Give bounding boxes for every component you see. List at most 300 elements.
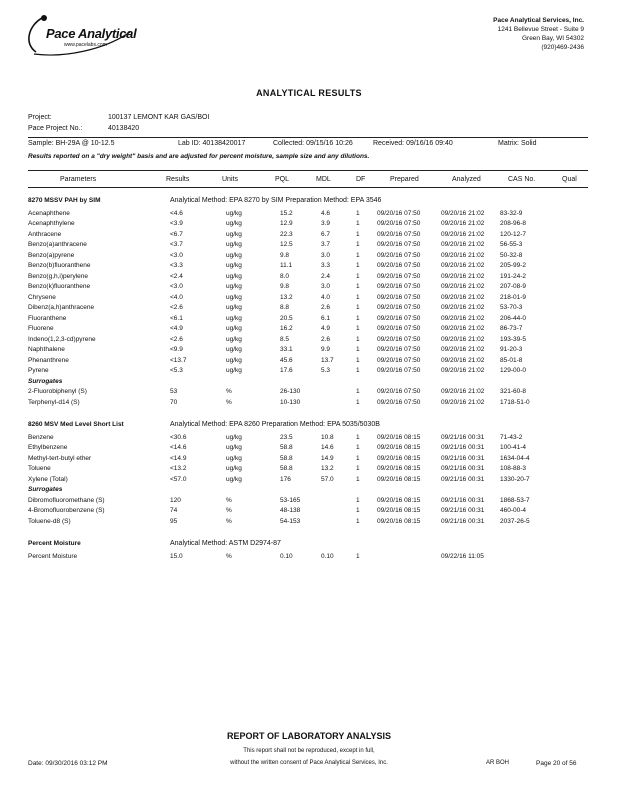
page-number: Page 20 of 56 (536, 760, 577, 767)
cell-pql: 12.5 (280, 241, 293, 248)
project-no-label: Pace Project No.: (28, 125, 83, 132)
cell-pql: 26-130 (280, 388, 301, 395)
cell-results: 74 (170, 507, 178, 514)
cell-units: ug/kg (226, 346, 242, 353)
cell-results: <4.9 (170, 325, 183, 332)
cell-df: 1 (356, 444, 360, 451)
cell-units: % (226, 388, 232, 395)
cell-pql: 10-130 (280, 398, 301, 406)
cell-mdl: 4.9 (321, 325, 331, 332)
cell-parameters: Acenaphthene (28, 209, 70, 217)
cell-results: <3.0 (170, 251, 183, 259)
cell-prepared: 09/20/16 07:50 (377, 325, 421, 332)
company-name: Pace Analytical Services, Inc. (493, 17, 584, 24)
cell-df: 1 (356, 367, 360, 374)
cell-mdl: 4.0 (321, 293, 331, 301)
table-row (0, 553, 618, 563)
cell-cas-no: 108-88-3 (500, 465, 527, 472)
cell-cas-no: 1718-51-0 (500, 398, 530, 406)
cell-pql: 22.3 (280, 230, 293, 238)
received-date: Received: 09/16/16 09:40 (373, 140, 453, 147)
cell-prepared: 09/20/16 08:15 (377, 475, 421, 483)
cell-df: 1 (356, 209, 360, 217)
cell-mdl: 4.6 (321, 209, 331, 217)
cell-cas-no: 205-99-2 (500, 262, 527, 269)
cell-units: ug/kg (226, 230, 242, 238)
cell-prepared: 09/20/16 07:50 (377, 335, 421, 343)
report-date: Date: 09/30/2016 03:12 PM (28, 760, 108, 767)
table-row (0, 283, 618, 293)
cell-results: <4.0 (170, 293, 183, 301)
cell-results: 53 (170, 388, 178, 395)
cell-pql: 17.6 (280, 367, 293, 374)
cell-analyzed: 09/20/16 21:02 (441, 388, 485, 395)
cell-df: 1 (356, 314, 360, 322)
cell-mdl: 2.6 (321, 304, 331, 311)
cell-pql: 15.2 (280, 209, 293, 217)
cell-analyzed: 09/21/16 00:31 (441, 433, 485, 441)
cell-pql: 176 (280, 475, 291, 483)
cell-mdl: 3.0 (321, 251, 331, 259)
col-results: Results (166, 176, 190, 183)
cell-prepared: 09/20/16 08:15 (377, 444, 421, 451)
cell-df: 1 (356, 356, 360, 364)
cell-pql: 33.1 (280, 346, 293, 353)
table-row (0, 357, 618, 367)
cell-units: % (226, 517, 232, 525)
cell-parameters: Dibenz(a,h)anthracene (28, 304, 95, 311)
cell-prepared: 09/20/16 07:50 (377, 304, 421, 311)
cell-parameters: Benzene (28, 433, 54, 441)
col-pql: PQL (275, 176, 290, 183)
cell-cas-no: 53-70-3 (500, 304, 523, 311)
cell-cas-no: 56-55-3 (500, 241, 523, 248)
cell-cas-no: 193-39-5 (500, 335, 527, 343)
cell-mdl: 2.6 (321, 335, 331, 343)
cell-prepared: 09/20/16 07:50 (377, 230, 421, 238)
cell-analyzed: 09/20/16 21:02 (441, 367, 485, 374)
cell-analyzed: 09/20/16 21:02 (441, 314, 485, 322)
cell-parameters: Benzo(a)anthracene (28, 241, 87, 248)
cell-pql: 54-153 (280, 517, 301, 525)
cell-analyzed: 09/21/16 00:31 (441, 475, 485, 483)
cell-parameters: Pyrene (28, 367, 49, 374)
section-method: Analytical Method: EPA 8260 Preparation Method: EPA 5035/5030B (170, 421, 380, 428)
cell-prepared: 09/20/16 07:50 (377, 388, 421, 395)
cell-cas-no: 120-12-7 (500, 230, 527, 238)
cell-results: <14.6 (170, 444, 187, 451)
table-row (0, 252, 618, 262)
company-logo: Pace Analytical (46, 26, 137, 41)
section-method: Analytical Method: ASTM D2974-87 (170, 540, 281, 547)
cell-df: 1 (356, 283, 360, 290)
cell-pql: 8.0 (280, 272, 290, 280)
section-name: 8260 MSV Med Level Short List (28, 421, 124, 428)
company-city: Green Bay, WI 54302 (521, 35, 584, 42)
cell-results: <3.3 (170, 262, 183, 269)
table-row (0, 304, 618, 314)
cell-pql: 8.5 (280, 335, 290, 343)
cell-cas-no: 191-24-2 (500, 272, 527, 280)
cell-cas-no: 129-00-0 (500, 367, 527, 374)
cell-results: 70 (170, 398, 178, 406)
cell-parameters: Ethylbenzene (28, 444, 68, 451)
table-row (0, 220, 618, 230)
cell-analyzed: 09/20/16 21:02 (441, 262, 485, 269)
cell-df: 1 (356, 388, 360, 395)
table-row (0, 434, 618, 444)
cell-units: ug/kg (226, 475, 242, 483)
cell-units: ug/kg (226, 356, 242, 364)
cell-units: ug/kg (226, 454, 242, 462)
section-name: Percent Moisture (28, 540, 81, 547)
cell-prepared: 09/20/16 07:50 (377, 262, 421, 269)
cell-prepared: 09/20/16 07:50 (377, 314, 421, 322)
cell-df: 1 (356, 325, 360, 332)
cell-analyzed: 09/20/16 21:02 (441, 272, 485, 280)
table-row (0, 367, 618, 377)
cell-prepared: 09/20/16 07:50 (377, 220, 421, 227)
cell-pql: 13.2 (280, 293, 293, 301)
cell-units: ug/kg (226, 304, 242, 311)
cell-parameters: Terphenyl-d14 (S) (28, 398, 80, 406)
cell-results: 120 (170, 496, 181, 504)
cell-units: % (226, 496, 232, 504)
table-row (0, 241, 618, 251)
cell-mdl: 3.7 (321, 241, 331, 248)
cell-df: 1 (356, 241, 360, 248)
cell-parameters: Fluorene (28, 325, 54, 332)
cell-cas-no: 207-08-9 (500, 283, 527, 290)
cell-analyzed: 09/21/16 00:31 (441, 454, 485, 462)
cell-results: 15.0 (170, 552, 183, 560)
cell-cas-no: 85-01-8 (500, 356, 523, 364)
cell-prepared: 09/20/16 08:15 (377, 496, 421, 504)
cell-cas-no: 91-20-3 (500, 346, 523, 353)
cell-parameters: Percent Moisture (28, 552, 78, 560)
cell-analyzed: 09/20/16 21:02 (441, 335, 485, 343)
table-row (0, 346, 618, 356)
cell-units: ug/kg (226, 262, 242, 269)
section-method: Analytical Method: EPA 8270 by SIM Preparation Method: EPA 3546 (170, 197, 382, 204)
cell-mdl: 14.6 (321, 444, 334, 451)
cell-prepared: 09/20/16 07:50 (377, 209, 421, 217)
cell-df: 1 (356, 517, 360, 525)
cell-prepared: 09/20/16 08:15 (377, 507, 421, 514)
cell-units: ug/kg (226, 433, 242, 441)
cell-mdl: 2.4 (321, 272, 331, 280)
cell-pql: 58.8 (280, 454, 293, 462)
cell-mdl: 14.9 (321, 454, 334, 462)
cell-prepared: 09/20/16 07:50 (377, 293, 421, 301)
table-row (0, 465, 618, 475)
cell-analyzed: 09/20/16 21:02 (441, 283, 485, 290)
initials-marks: AR BOH (486, 760, 510, 766)
cell-df: 1 (356, 496, 360, 504)
cell-prepared: 09/20/16 08:15 (377, 454, 421, 462)
cell-parameters: Toluene-d8 (S) (28, 517, 71, 525)
cell-mdl: 13.2 (321, 465, 334, 472)
cell-analyzed: 09/21/16 00:31 (441, 507, 485, 514)
cell-mdl: 3.0 (321, 283, 331, 290)
cell-results: <2.6 (170, 304, 183, 311)
cell-parameters: Fluoranthene (28, 314, 67, 322)
cell-units: ug/kg (226, 465, 242, 472)
col-prepared: Prepared (390, 176, 419, 183)
cell-mdl: 57.0 (321, 475, 334, 483)
cell-mdl: 3.3 (321, 262, 331, 269)
cell-mdl: 6.7 (321, 230, 331, 238)
project-label: Project: (28, 114, 52, 121)
cell-units: ug/kg (226, 325, 242, 332)
cell-df: 1 (356, 454, 360, 462)
cell-df: 1 (356, 220, 360, 227)
cell-units: % (226, 398, 232, 406)
surrogate-row (0, 507, 618, 517)
cell-cas-no: 218-01-9 (500, 293, 527, 301)
cell-cas-no: 460-00-4 (500, 507, 527, 514)
table-row (0, 273, 618, 283)
cell-units: ug/kg (226, 251, 242, 259)
cell-prepared: 09/20/16 07:50 (377, 241, 421, 248)
cell-pql: 9.8 (280, 283, 290, 290)
cell-df: 1 (356, 398, 360, 406)
col-units: Units (222, 176, 238, 183)
cell-df: 1 (356, 433, 360, 441)
sample-id: Sample: BH-29A @ 10-12.5 (28, 140, 115, 147)
col-mdl: MDL (316, 176, 331, 183)
cell-units: ug/kg (226, 367, 242, 374)
cell-units: % (226, 552, 232, 560)
cell-parameters: Benzo(g,h,i)perylene (28, 272, 88, 280)
cell-cas-no: 86-73-7 (500, 325, 523, 332)
surrogate-row (0, 518, 618, 528)
table-row (0, 336, 618, 346)
cell-pql: 16.2 (280, 325, 293, 332)
cell-results: <3.7 (170, 241, 183, 248)
cell-mdl: 9.9 (321, 346, 331, 353)
cell-df: 1 (356, 272, 360, 280)
cell-results: 95 (170, 517, 178, 525)
page-title: ANALYTICAL RESULTS (256, 88, 362, 98)
table-row (0, 231, 618, 241)
cell-cas-no: 208-96-8 (500, 220, 527, 227)
company-url: www.pacelabs.com (64, 42, 107, 48)
cell-analyzed: 09/20/16 21:02 (441, 325, 485, 332)
cell-pql: 53-165 (280, 496, 301, 504)
col-qual: Qual (562, 176, 577, 183)
divider (28, 170, 588, 171)
cell-results: <57.0 (170, 475, 187, 483)
cell-parameters: Phenanthrene (28, 356, 69, 364)
cell-df: 1 (356, 507, 360, 514)
cell-mdl: 0.10 (321, 552, 334, 560)
cell-prepared: 09/20/16 07:50 (377, 283, 421, 290)
results-note: Results reported on a "dry weight" basis and are adjusted for percent moisture, sample size and any dilutions. (28, 153, 370, 160)
cell-prepared: 09/20/16 07:50 (377, 356, 421, 364)
cell-pql: 0.10 (280, 552, 293, 560)
cell-cas-no: 1330-20-7 (500, 475, 530, 483)
cell-results: <3.9 (170, 220, 183, 227)
cell-analyzed: 09/21/16 00:31 (441, 517, 485, 525)
cell-results: <13.2 (170, 465, 187, 472)
cell-results: <6.7 (170, 230, 183, 238)
cell-analyzed: 09/22/16 11:05 (441, 552, 484, 560)
cell-analyzed: 09/20/16 21:02 (441, 293, 485, 301)
project-no-value: 40138420 (108, 125, 140, 132)
company-address (493, 16, 584, 52)
cell-parameters: Benzo(k)fluoranthene (28, 283, 91, 290)
col-df: DF (356, 176, 366, 183)
surrogate-row (0, 399, 618, 409)
cell-mdl: 6.1 (321, 314, 331, 322)
cell-prepared: 09/20/16 08:15 (377, 517, 421, 525)
cell-results: <13.7 (170, 356, 187, 364)
cell-parameters: 2-Fluorobiphenyl (S) (28, 388, 87, 395)
cell-prepared: 09/20/16 08:15 (377, 433, 421, 441)
cell-units: ug/kg (226, 444, 242, 451)
company-phone: (920)469-2436 (541, 44, 584, 51)
cell-analyzed: 09/20/16 21:02 (441, 304, 485, 311)
cell-parameters: Naphthalene (28, 346, 65, 353)
cell-pql: 12.9 (280, 220, 293, 227)
cell-analyzed: 09/21/16 00:31 (441, 496, 485, 504)
collected-date: Collected: 09/15/16 10:26 (273, 140, 353, 147)
cell-parameters: Dibromofluoromethane (S) (28, 496, 105, 504)
cell-parameters: Benzo(a)pyrene (28, 251, 75, 259)
project-value: 100137 LEMONT KAR GAS/BOI (108, 114, 210, 121)
cell-df: 1 (356, 293, 360, 301)
cell-pql: 58.8 (280, 465, 293, 472)
cell-units: ug/kg (226, 220, 242, 227)
cell-cas-no: 83-32-9 (500, 209, 523, 217)
cell-results: <5.3 (170, 367, 183, 374)
cell-units: ug/kg (226, 272, 242, 280)
cell-mdl: 10.8 (321, 433, 334, 441)
cell-analyzed: 09/20/16 21:02 (441, 251, 485, 259)
cell-parameters: Chrysene (28, 293, 56, 301)
cell-prepared: 09/20/16 07:50 (377, 272, 421, 280)
cell-parameters: Anthracene (28, 230, 62, 238)
cell-results: <30.6 (170, 433, 187, 441)
cell-units: ug/kg (226, 209, 242, 217)
divider (28, 187, 588, 188)
footer-title: REPORT OF LABORATORY ANALYSIS (226, 731, 392, 741)
cell-cas-no: 2037-26-5 (500, 517, 530, 525)
cell-cas-no: 1868-53-7 (500, 496, 530, 504)
cell-results: <9.9 (170, 346, 183, 353)
cell-parameters: Benzo(b)fluoranthene (28, 262, 91, 269)
cell-cas-no: 100-41-4 (500, 444, 527, 451)
table-row (0, 455, 618, 465)
cell-analyzed: 09/20/16 21:02 (441, 356, 485, 364)
col-parameters: Parameters (60, 176, 97, 183)
cell-pql: 23.5 (280, 433, 293, 441)
cell-analyzed: 09/20/16 21:02 (441, 220, 485, 227)
cell-pql: 58.8 (280, 444, 293, 451)
cell-parameters: Xylene (Total) (28, 475, 68, 483)
cell-df: 1 (356, 552, 360, 560)
cell-df: 1 (356, 230, 360, 238)
cell-df: 1 (356, 335, 360, 343)
surrogate-row (0, 388, 618, 398)
cell-pql: 48-138 (280, 507, 301, 514)
cell-prepared: 09/20/16 07:50 (377, 346, 421, 353)
cell-prepared: 09/20/16 07:50 (377, 398, 421, 406)
cell-mdl: 13.7 (321, 356, 334, 364)
lab-id: Lab ID: 40138420017 (178, 140, 246, 147)
cell-pql: 20.5 (280, 314, 293, 322)
cell-parameters: Toluene (28, 465, 51, 472)
cell-pql: 8.8 (280, 304, 290, 311)
table-row (0, 262, 618, 272)
cell-units: ug/kg (226, 335, 242, 343)
cell-units: ug/kg (226, 314, 242, 322)
cell-df: 1 (356, 262, 360, 269)
cell-results: <14.9 (170, 454, 187, 462)
cell-units: ug/kg (226, 241, 242, 248)
cell-analyzed: 09/20/16 21:02 (441, 398, 485, 406)
cell-cas-no: 1634-04-4 (500, 454, 530, 462)
cell-analyzed: 09/21/16 00:31 (441, 444, 485, 451)
company-street: 1241 Bellevue Street - Suite 9 (497, 26, 584, 33)
surrogates-label: Surrogates (28, 377, 63, 385)
cell-pql: 45.6 (280, 356, 293, 364)
cell-analyzed: 09/21/16 00:31 (441, 465, 485, 472)
cell-parameters: Acenaphthylene (28, 220, 75, 227)
cell-analyzed: 09/20/16 21:02 (441, 209, 485, 217)
cell-results: <4.6 (170, 209, 183, 217)
table-row (0, 444, 618, 454)
cell-cas-no: 206-44-0 (500, 314, 527, 322)
cell-units: ug/kg (226, 283, 242, 290)
cell-cas-no: 71-43-2 (500, 433, 523, 441)
surrogate-row (0, 497, 618, 507)
cell-pql: 11.1 (280, 262, 293, 269)
table-row (0, 294, 618, 304)
footer-line-1: This report shall not be reproduced, except in full, (243, 748, 375, 754)
cell-mdl: 3.9 (321, 220, 331, 227)
divider (28, 137, 588, 138)
cell-units: % (226, 507, 232, 514)
col-cas-no: CAS No. (508, 176, 536, 183)
cell-analyzed: 09/20/16 21:02 (441, 346, 485, 353)
table-row (0, 476, 618, 486)
cell-df: 1 (356, 304, 360, 311)
cell-parameters: 4-Bromofluorobenzene (S) (28, 507, 105, 514)
cell-analyzed: 09/20/16 21:02 (441, 230, 485, 238)
cell-parameters: Methyl-tert-butyl ether (28, 454, 92, 462)
cell-parameters: Indeno(1,2,3-cd)pyrene (28, 335, 96, 343)
table-row (0, 325, 618, 335)
table-row (0, 315, 618, 325)
table-row (0, 210, 618, 220)
surrogates-label: Surrogates (28, 486, 63, 493)
cell-cas-no: 321-60-8 (500, 388, 527, 395)
cell-prepared: 09/20/16 07:50 (377, 367, 421, 374)
cell-mdl: 5.3 (321, 367, 331, 374)
section-name: 8270 MSSV PAH by SIM (28, 197, 101, 204)
cell-prepared: 09/20/16 08:15 (377, 465, 421, 472)
cell-analyzed: 09/20/16 21:02 (441, 241, 485, 248)
cell-df: 1 (356, 346, 360, 353)
col-analyzed: Analyzed (452, 176, 481, 183)
cell-pql: 9.8 (280, 251, 290, 259)
cell-results: <2.6 (170, 335, 183, 343)
footer-line-2: without the written consent of Pace Analytical Services, Inc. (230, 760, 388, 766)
cell-prepared: 09/20/16 07:50 (377, 251, 421, 259)
cell-df: 1 (356, 251, 360, 259)
